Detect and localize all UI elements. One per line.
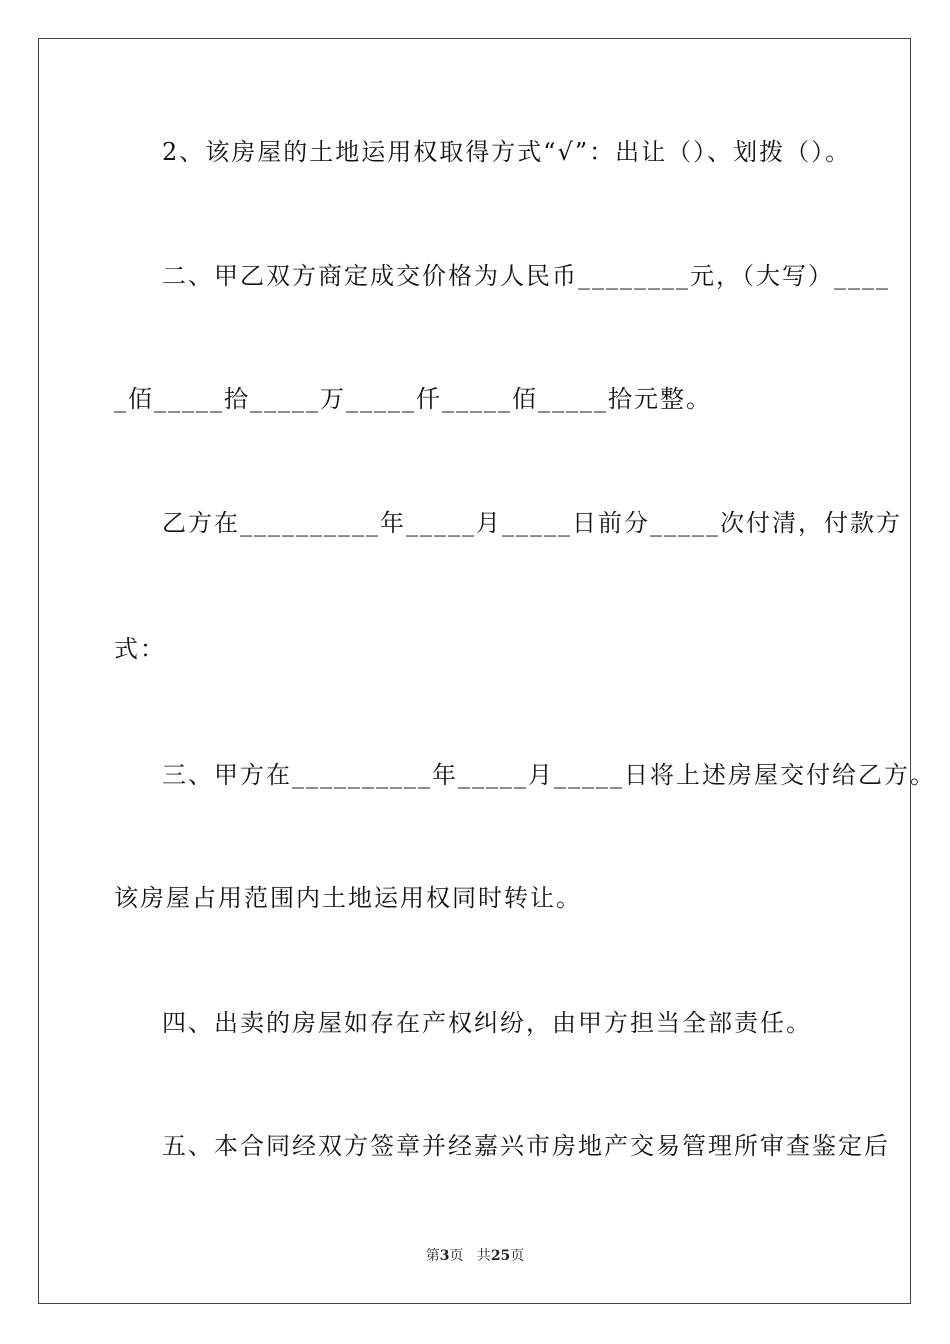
footer-page-unit: 页 [449,1248,464,1264]
clause-two-price-uppercase: _佰_____拾_____万_____仟_____佰_____拾元整。 [114,385,712,413]
clause-five-effectiveness: 五、本合同经双方签章并经嘉兴市房地产交易管理所审查鉴定后 [162,1132,890,1160]
page-footer [0,1247,950,1265]
payment-schedule: 乙方在__________年_____月_____日前分_____次付清，付款方 [162,509,902,537]
footer-total-unit: 页 [510,1248,525,1264]
clause-four-dispute: 四、出卖的房屋如存在产权纠纷，由甲方担当全部责任。 [162,1009,812,1037]
footer-prefix: 第 [425,1248,440,1264]
payment-method: 式： [114,635,166,663]
current-page-number: 3 [439,1248,450,1264]
page-border [38,38,911,1304]
clause-land-use-method: 2、该房屋的土地运用权取得方式“√”：出让（）、划拨（）。 [162,138,852,166]
clause-three-delivery: 三、甲方在__________年_____月_____日将上述房屋交付给乙方。 [162,761,936,789]
clause-two-price: 二、甲乙双方商定成交价格为人民币________元，（大写）____ [162,262,890,290]
clause-three-land-transfer: 该房屋占用范围内土地运用权同时转让。 [114,884,582,912]
footer-total-prefix: 共 [476,1248,491,1264]
total-pages-number: 25 [490,1248,511,1264]
